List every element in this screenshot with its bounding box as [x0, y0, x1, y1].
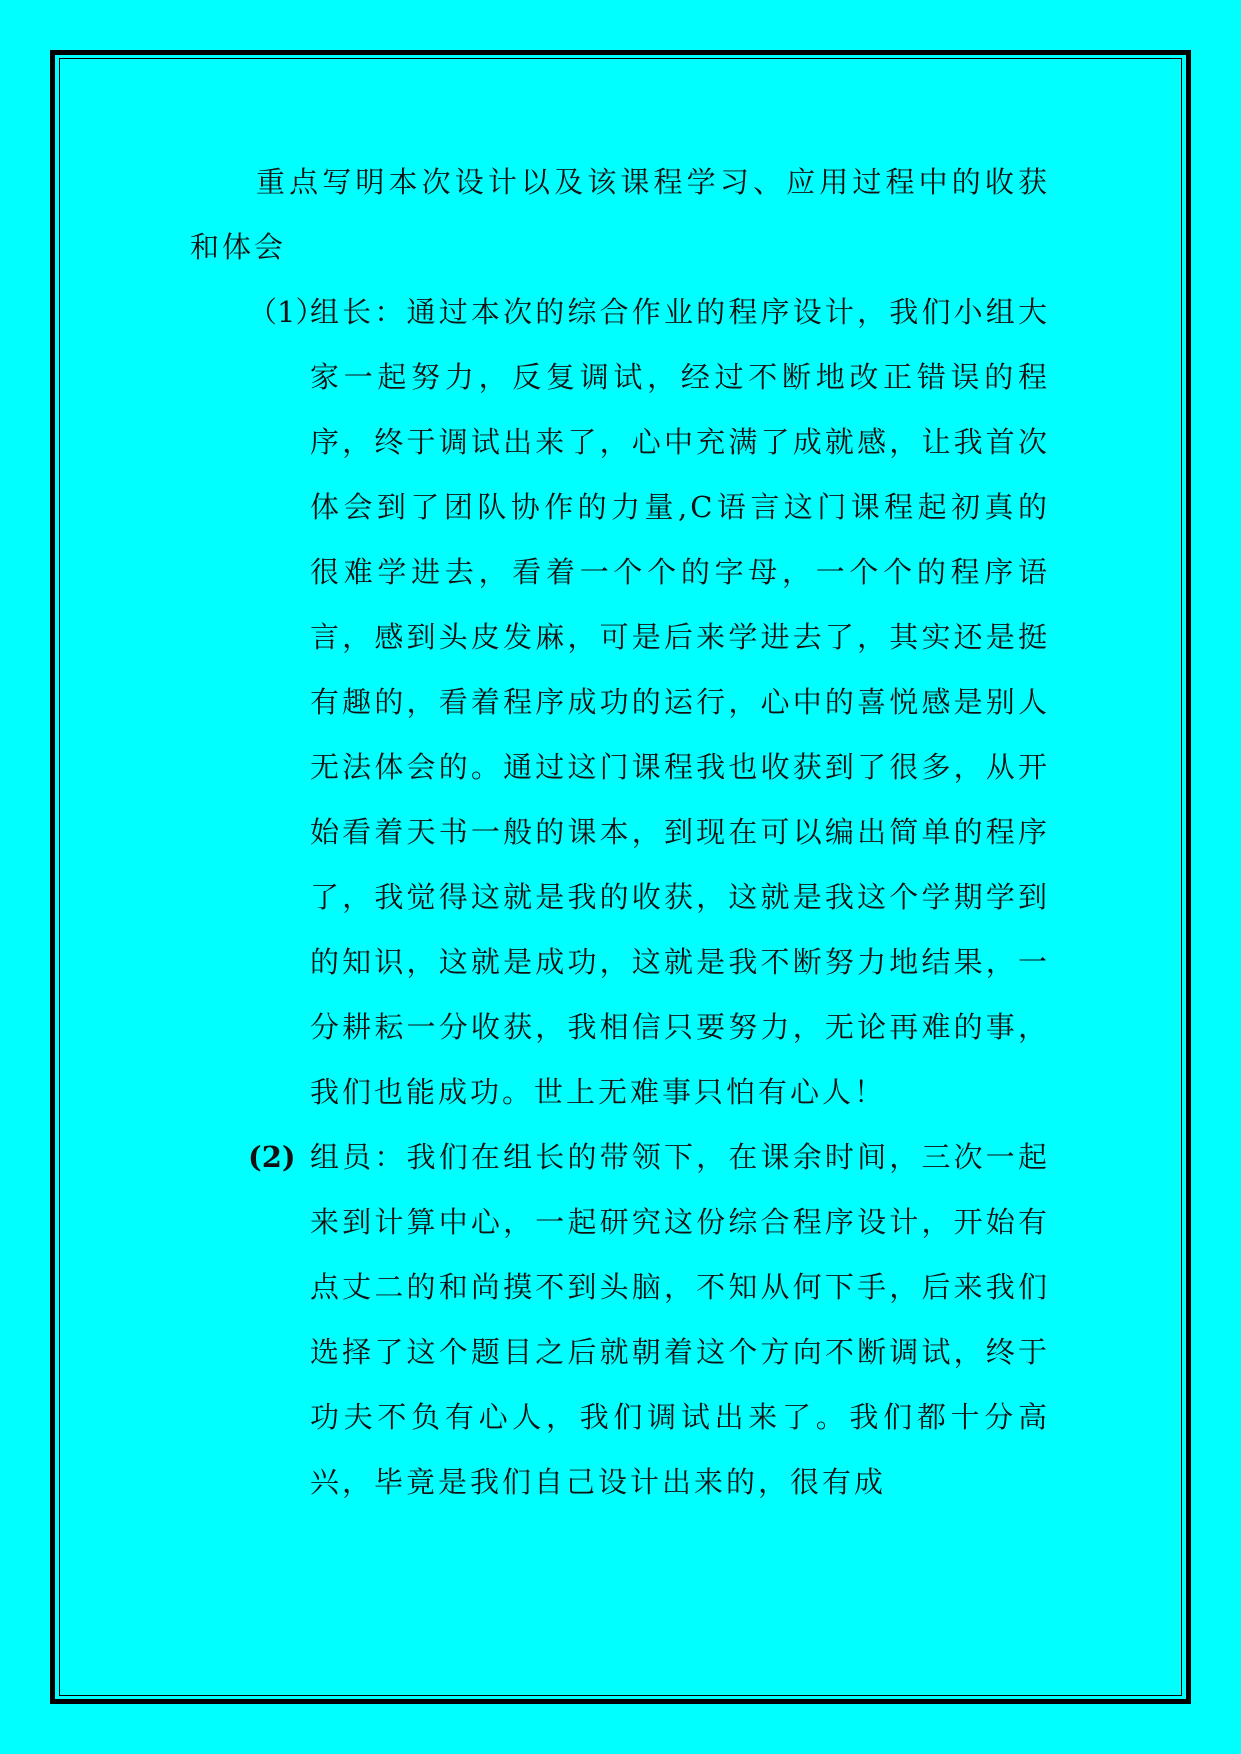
intro-paragraph: 重点写明本次设计以及该课程学习、应用过程中的收获和体会	[190, 165, 1050, 264]
list-item-group-leader	[190, 280, 1050, 1125]
list-item-group-member	[190, 1125, 1050, 1515]
document-body	[190, 150, 1050, 1515]
list-item-marker: （1）	[248, 295, 325, 329]
list-item-text: 组员：我们在组长的带领下，在课余时间，三次一起来到计算中心，一起研究这份综合程序设计，开始有点丈二的和尚摸不到头脑，不知从何下手，后来我们选择了这个题目之后就朝着这个方向不断调试，终于功夫不负有心人，我们调试出来了。我们都十分高兴，毕竟是我们自己设计出来的，很有成	[310, 1140, 1050, 1499]
list-item-marker: (2)	[248, 1140, 296, 1174]
list-item-text: 组长：通过本次的综合作业的程序设计，我们小组大家一起努力，反复调试，经过不断地改正错误的程序，终于调试出来了，心中充满了成就感，让我首次体会到了团队协作的力量,C语言这门课程起初真的很难学进去，看着一个个的字母，一个个的程序语言，感到头皮发麻，可是后来学进去了，其实还是挺有趣的，看着程序成功的运行，心中的喜悦感是别人无法体会的。通过这门课程我也收获到了很多，从开始看着天书一般的课本，到现在可以编出简单的程序了，我觉得这就是我的收获，这就是我这个学期学到的知识，这就是成功，这就是我不断努力地结果，一分耕耘一分收获，我相信只要努力，无论再难的事，我们也能成功。世上无难事只怕有心人！	[310, 295, 1050, 1109]
